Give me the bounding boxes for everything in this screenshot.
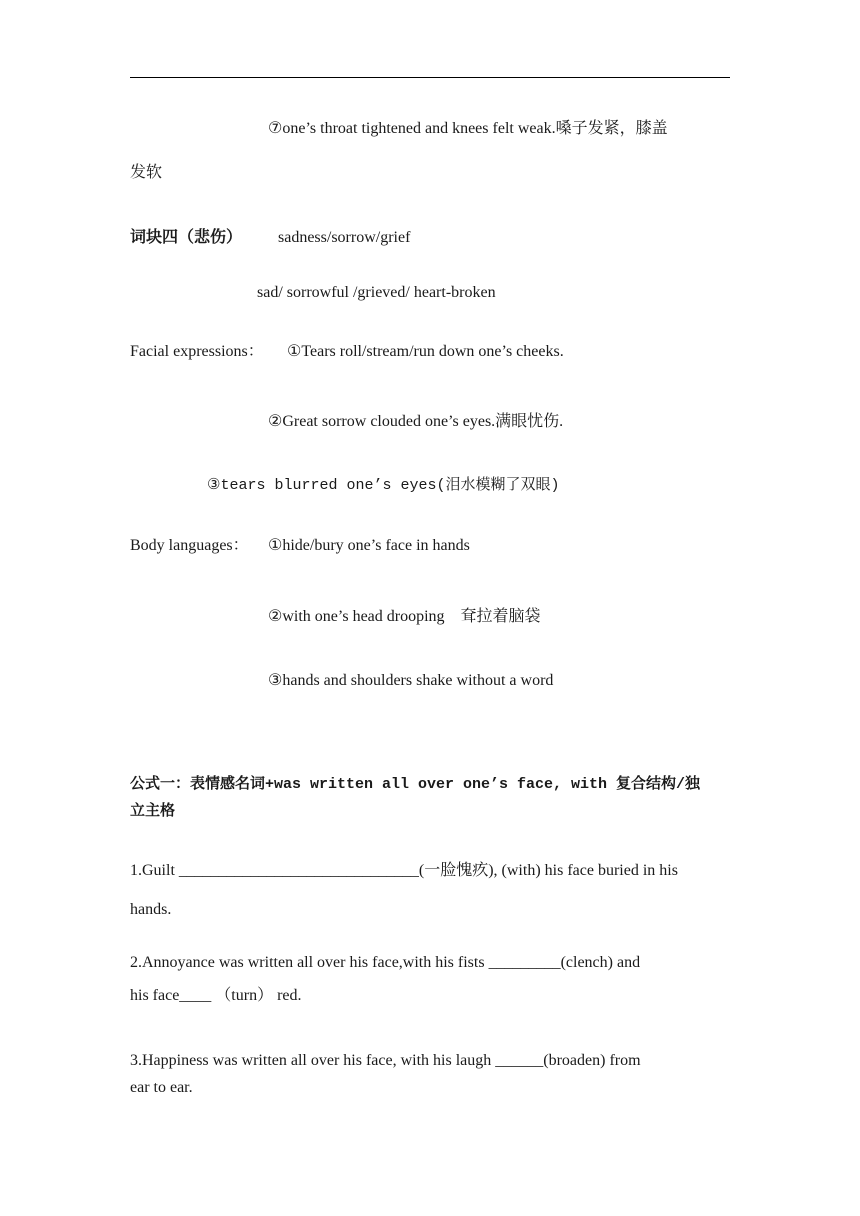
throat-line-1: ⑦one’s throat tightened and knees felt weak.嗓子发紧，膝盖 bbox=[268, 120, 668, 137]
body-item-3: ③hands and shoulders shake without a word bbox=[268, 672, 554, 689]
exercise-2-line-1: 2.Annoyance was written all over his face,with his fists _________(clench) and bbox=[130, 954, 641, 971]
exercise-1-line-2: hands. bbox=[130, 901, 172, 918]
exercise-3 bbox=[130, 1051, 730, 1098]
block4-heading: 词块四（悲伤） bbox=[130, 229, 243, 246]
facial-item-1: ①Tears roll/stream/run down one’s cheeks. bbox=[287, 343, 564, 360]
block4-nouns: sadness/sorrow/grief bbox=[278, 229, 411, 246]
facial-item-3: ③tears blurred one’s eyes(泪水模糊了双眼) bbox=[207, 477, 560, 494]
exercise-3-line-1: 3.Happiness was written all over his face, with his laugh ______(broaden) from bbox=[130, 1052, 641, 1069]
body-item-2: ②with one’s head drooping 耷拉着脑袋 bbox=[268, 608, 541, 625]
block4-adjectives: sad/ sorrowful /grieved/ heart-broken bbox=[257, 284, 496, 301]
exercise-2 bbox=[130, 953, 730, 1006]
facial-label: Facial expressions： bbox=[130, 343, 264, 360]
throat-line-2: 发软 bbox=[130, 164, 163, 181]
exercise-1-line-1: 1.Guilt ______________________________(一脸愧疚), (with) his face buried in his bbox=[130, 862, 678, 879]
facial-item-2: ②Great sorrow clouded one’s eyes.满眼忧伤. bbox=[268, 413, 564, 430]
exercise-3-line-2: ear to ear. bbox=[130, 1079, 193, 1096]
header-rule bbox=[130, 77, 730, 78]
body-label: Body languages： bbox=[130, 537, 249, 554]
exercise-1 bbox=[130, 861, 730, 920]
exercise-2-line-2: his face____ （turn） red. bbox=[130, 987, 302, 1004]
body-item-1: ①hide/bury one’s face in hands bbox=[268, 537, 470, 554]
formula-line-1: 公式一：表情感名词+was written all over one’s face, with 复合结构/独 bbox=[130, 776, 701, 793]
formula-line-2: 立主格 bbox=[130, 803, 176, 820]
